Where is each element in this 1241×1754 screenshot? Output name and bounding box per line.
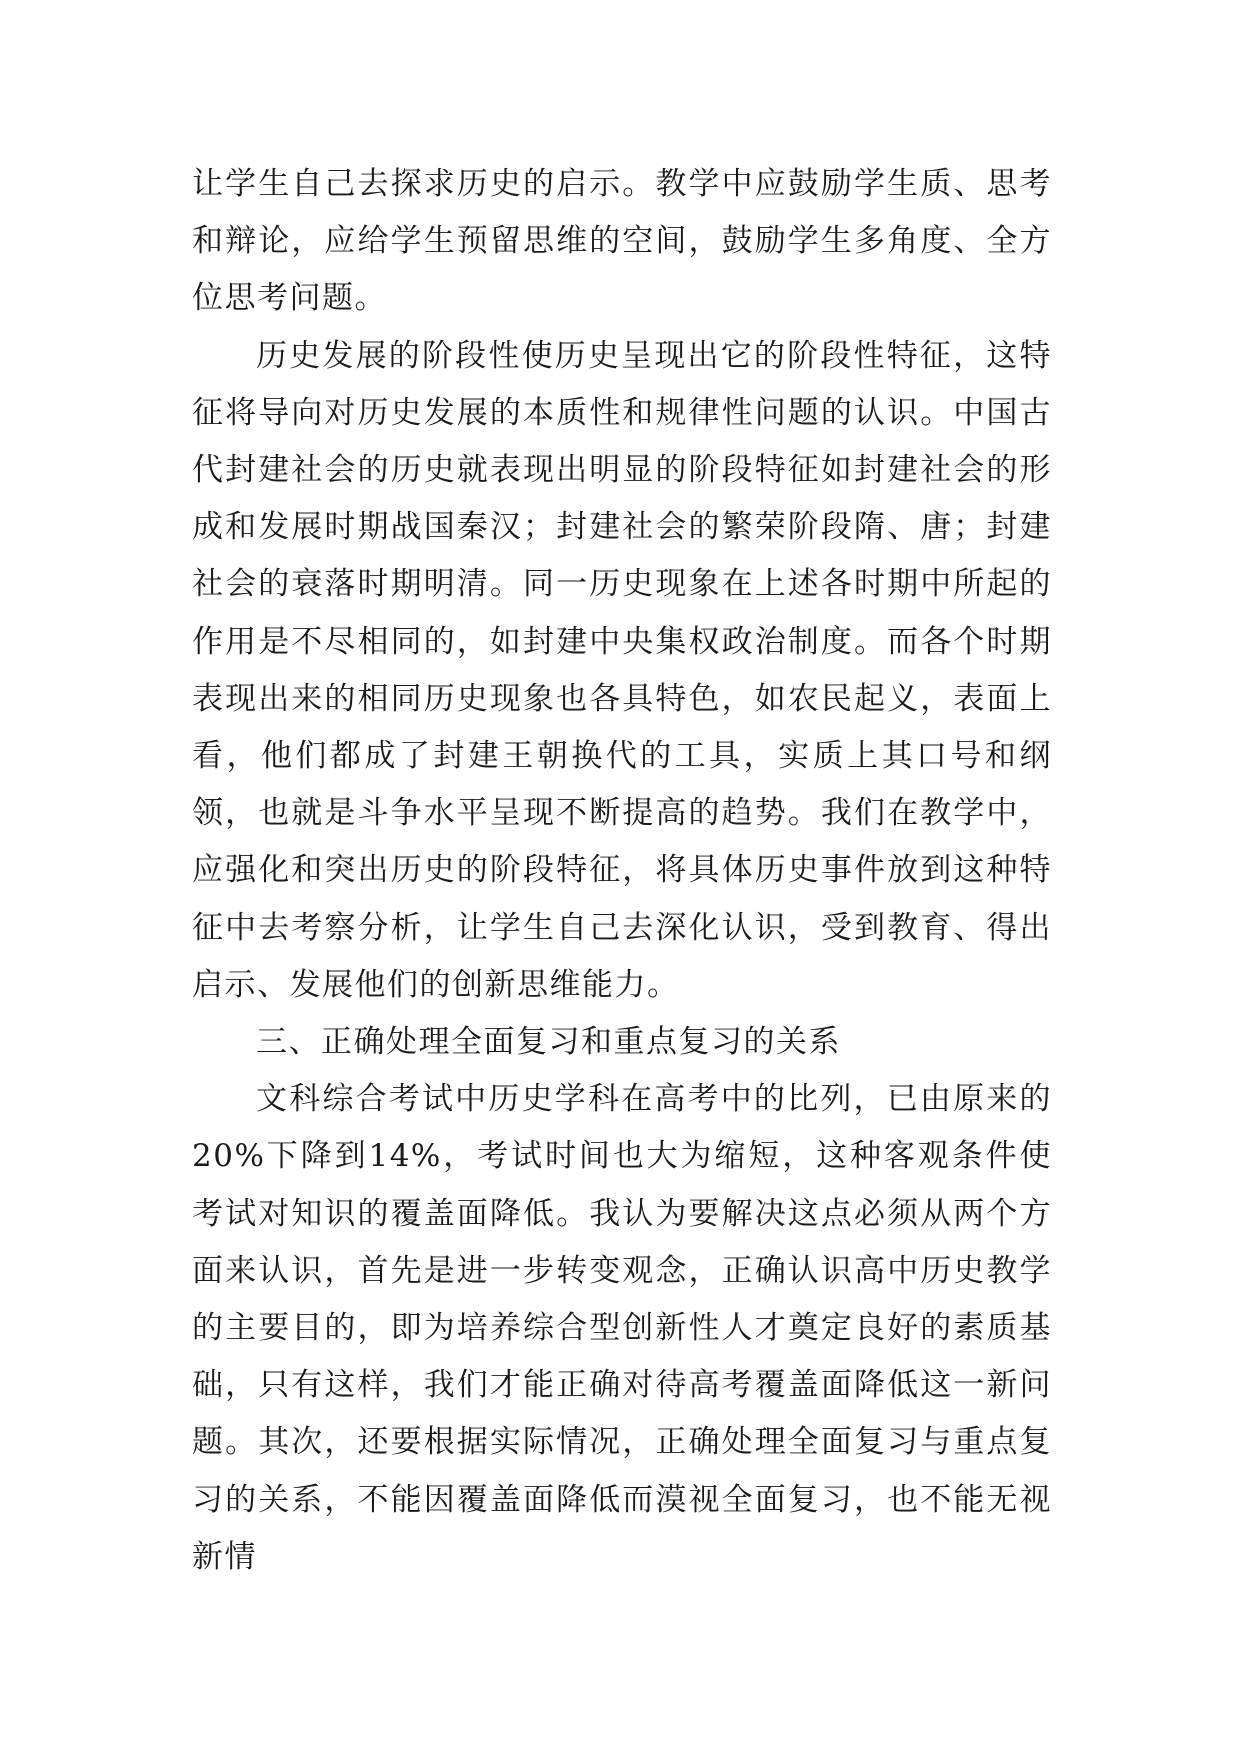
paragraph-2: 历史发展的阶段性使历史呈现出它的阶段性特征，这特征将导向对历史发展的本质性和规律性问题的认识。中国古代封建社会的历史就表现出明显的阶段特征如封建社会的形成和发展时期战国秦汉；封建社会的繁荣阶段隋、唐；封建社会的衰落时期明清。同一历史现象在上述各时期中所起的作用是不尽相同的，如封建中央集权政治制度。而各个时期表现出来的相同历史现象也各具特色，如农民起义，表面上看，他们都成了封建王朝换代的工具，实质上其口号和纲领，也就是斗争水平呈现不断提高的趋势。我们在教学中，应强化和突出历史的阶段特征，将具体历史事件放到这种特征中去考察分析，让学生自己去深化认识，受到教育、得出启示、发展他们的创新思维能力。 <box>192 337 1052 1003</box>
section-heading: 三、正确处理全面复习和重点复习的关系 <box>256 1024 841 1061</box>
paragraph-1: 让学生自己去探求历史的启示。教学中应鼓励学生质、思考和辩论，应给学生预留思维的空间，鼓励学生多角度、全方位思考问题。 <box>192 166 1052 317</box>
body-text <box>192 156 1052 1586</box>
paragraph-4: 文科综合考试中历史学科在高考中的比列，已由原来的20%下降到14%，考试时间也大为缩短，这种客观条件使考试对知识的覆盖面降低。我认为要解决这点必须从两个方面来认识，首先是进一步转变观念，正确认识高中历史教学的主要目的，即为培养综合型创新性人才奠定良好的素质基础，只有这样，我们才能正确对待高考覆盖面降低这一新问题。其次，还要根据实际情况，正确处理全面复习与重点复习的关系，不能因覆盖面降低而漠视全面复习，也不能无视新情 <box>192 1081 1052 1575</box>
